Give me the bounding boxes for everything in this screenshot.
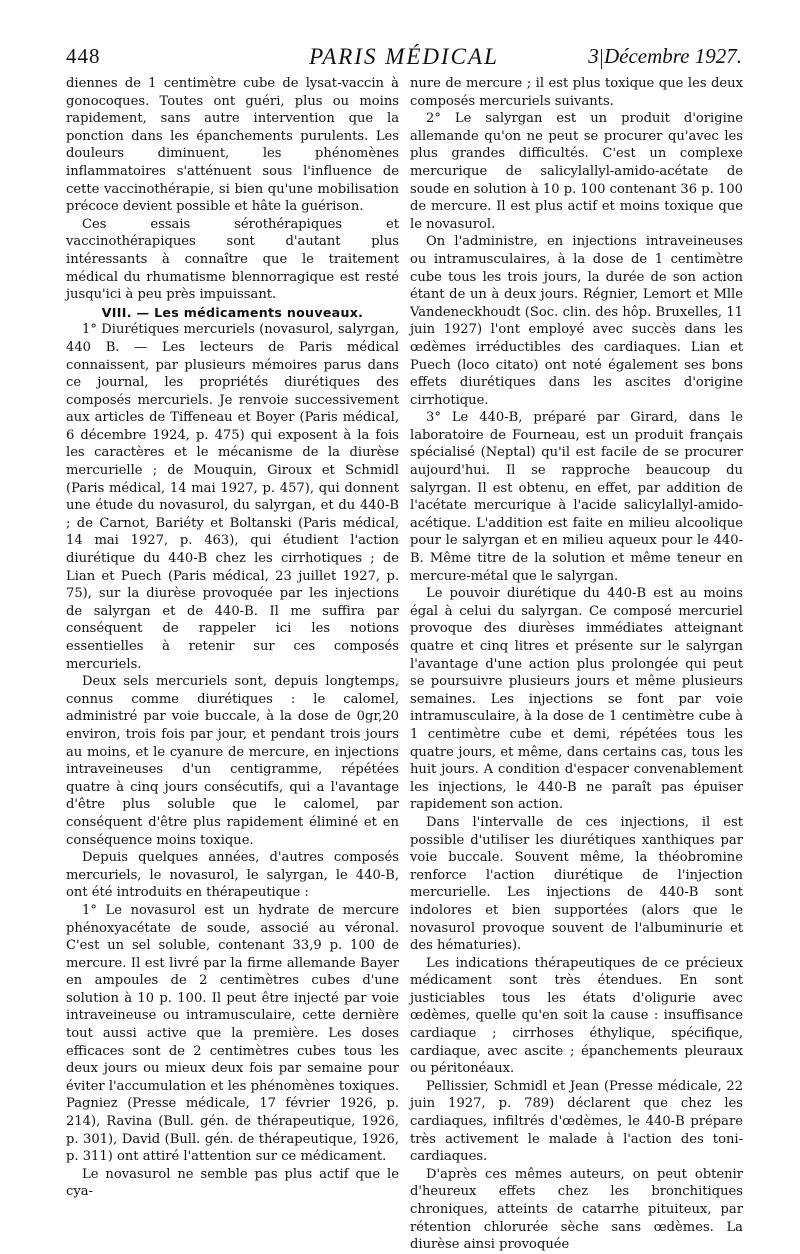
- paragraph: Pellissier, Schmidl et Jean (Presse médicale, 22 juin 1927, p. 789) déclarent que chez les cardiaques, infiltrés d'œdèmes, le 440-B prépare très activement le malade à l'action des toni-cardiaques.: [410, 1078, 743, 1165]
- section-title: VIII. — Les médicaments nouveaux.: [101, 304, 364, 320]
- paragraph: On l'administre, en injections intraveineuses ou intramusculaires, à la dose de 1 centimètre cube tous les trois jours, la durée de son action étant de un à deux jours. Régnier, Lemort et Mlle Vandeneckhoudt (Soc. clin. des hôp. Bruxelles, 11 juin 1927) l'ont employé avec succès dans les œdèmes irréductibles des cardiaques. Lian et Puech (loco citato) ont noté également ses bons effets diurétiques dans les ascites d'origine cirrhotique.: [410, 234, 743, 408]
- paragraph: Deux sels mercuriels sont, depuis longtemps, connus comme diurétiques : le calomel, administré par voie buccale, à la dose de 0gr,20 environ, trois fois par jour, et pendant trois jours au moins, et le cyanure de mercure, en injections intraveineuses d'un centigramme, répétées quatre à cinq jours consécutifs, qui a l'avantage d'être plus soluble que le calomel, par conséquent d'être plus rapidement éliminé et en conséquence moins toxique.: [66, 674, 399, 848]
- paragraph: Depuis quelques années, d'autres composés mercuriels, le novasurol, le salyrgan, le 440-B, ont été introduits en thérapeutique :: [66, 850, 399, 901]
- issue-date: 3 Décembre 1927.: [588, 44, 742, 68]
- page-number: 448: [66, 44, 101, 68]
- paragraph: diennes de 1 centimètre cube de lysat-vaccin à gonocoques. Toutes ont guéri, plus ou moins rapidement, sans autre intervention que la ponction dans les épanchements purulents. Les douleurs diminuent, les phénomènes inflammatoires s'atténuent sous l'influence de cette vaccinothérapie, si bien qu'une mobilisation précoce devient possible et hâte la guérison.: [66, 76, 399, 215]
- paragraph: Ces essais sérothérapiques et vaccinothérapiques sont d'autant plus intéressants à connaître que le traitement médical du rhumatisme blennorragique est resté jusqu'ici à peu près impuissant.: [66, 216, 399, 303]
- paragraph: 3° Le 440-B, préparé par Girard, dans le laboratoire de Fourneau, est un produit français spécialisé (Neptal) qu'il est facile de se procurer aujourd'hui. Il se rapproche beaucoup du salyrgan. Il est obtenu, en effet, par addition de l'acétate mercurique à l'acide salicylallyl-amido-acétique. L'addition est faite en milieu alcoolique pour le salyrgan et en milieu aqueux pour le 440-B. Même titre de la solution et même teneur en mercure-métal que le salyrgan.: [410, 410, 743, 584]
- paragraph: 1° Diurétiques mercuriels (novasurol, salyrgan, 440 B. — Les lecteurs de Paris médical connaissent, par plusieurs mémoires parus dans ce journal, les propriétés diurétiques des composés mercuriels. Je renvoie successivement aux articles de Tiffeneau et Boyer (Paris médical, 6 décembre 1924, p. 475) qui exposent à la fois les caractères et le mécanisme de la diurèse mercurielle ; de Mouquin, Giroux et Schmidl (Paris médical, 14 mai 1927, p. 457), qui donnent une étude du novasurol, du salyrgan, et du 440-B ; de Carnot, Bariéty et Boltanski (Paris médical, 14 mai 1927, p. 463), qui étudient l'action diurétique du 440-B chez les cirrhotiques ; de Lian et Puech (Paris médical, 23 juillet 1927, p. 75), sur la diurèse provoquée par les injections de salyrgan et de 440-B. Il me suffira par conséquent de rappeler ici les notions essentielles à retenir sur ces composés mercuriels.: [66, 322, 399, 672]
- page-header: [66, 44, 742, 74]
- paragraph: 2° Le salyrgan est un produit d'origine allemande qu'on ne peut se procurer qu'avec les plus grandes difficultés. C'est un complexe mercurique de salicylallyl-amido-acétate de soude en solution à 10 p. 100 contenant 36 p. 100 de mercure. Il est plus actif et moins toxique que le novasurol.: [410, 111, 743, 232]
- paragraph: Le novasurol ne semble pas plus actif que le cya-: [66, 1166, 399, 1200]
- left-column: [66, 75, 399, 1201]
- paragraph: nure de mercure ; il est plus toxique que les deux composés mercuriels suivants.: [410, 76, 743, 109]
- paragraph: D'après ces mêmes auteurs, on peut obtenir d'heureux effets chez les bronchitiques chroniques, atteints de catarrhe pituiteux, par rétention chlorurée sèche sans œdèmes. La diurèse ainsi provoquée: [410, 1166, 743, 1253]
- journal-title: PARIS MÉDICAL: [309, 44, 499, 69]
- paragraph: Le pouvoir diurétique du 440-B est au moins égal à celui du salyrgan. Ce composé mercuriel provoque des diurèses immédiates atteignant quatre et cinq litres et présente sur le salyrgan l'avantage d'une action plus prolongée qui peut se poursuivre plusieurs jours et même plusieurs semaines. Les injections se font par voie intramusculaire, à la dose de 1 centimètre cube à 1 centimètre cube et demi, répétées tous les quatre jours, et même, dans certains cas, tous les huit jours. A condition d'espacer convenablement les injections, le 440-B ne paraît pas épuiser rapidement son action.: [410, 586, 743, 813]
- paragraph: Dans l'intervalle de ces injections, il est possible d'utiliser les diurétiques xanthiques par voie buccale. Souvent même, la théobromine renforce l'action diurétique de l'injection mercurielle. Les injections de 440-B sont indolores et bien supportées (alors que le novasurol provoque souvent de l'albuminurie et des hématuries).: [410, 814, 743, 954]
- paragraph: 1° Le novasurol est un hydrate de mercure phénoxyacétate de soude, associé au véronal. C'est un sel soluble, contenant 33,9 p. 100 de mercure. Il est livré par la firme allemande Bayer en ampoules de 2 centimètres cubes d'une solution à 10 p. 100. Il peut être injecté par voie intraveineuse ou intramusculaire, cette dernière tout aussi active que la première. Les doses efficaces sont de 2 centimètres cubes tous les deux jours ou mieux deux fois par semaine pour éviter l'accumulation et les phénomènes toxiques. Pagniez (Presse médicale, 17 février 1926, p. 214), Ravina (Bull. gén. de thérapeutique, 1926, p. 301), David (Bull. gén. de thérapeutique, 1926, p. 311) ont attiré l'attention sur ce médicament.: [66, 902, 399, 1165]
- paragraph: Les indications thérapeutiques de ce précieux médicament sont très étendues. En sont justiciables tous les états d'oligurie avec œdèmes, quelle qu'en soit la cause : insuffisance cardiaque ; cirrhoses éthylique, spécifique, cardiaque, avec ascite ; épanchements pleuraux ou péritonéaux.: [410, 955, 743, 1077]
- right-column: [410, 75, 743, 1254]
